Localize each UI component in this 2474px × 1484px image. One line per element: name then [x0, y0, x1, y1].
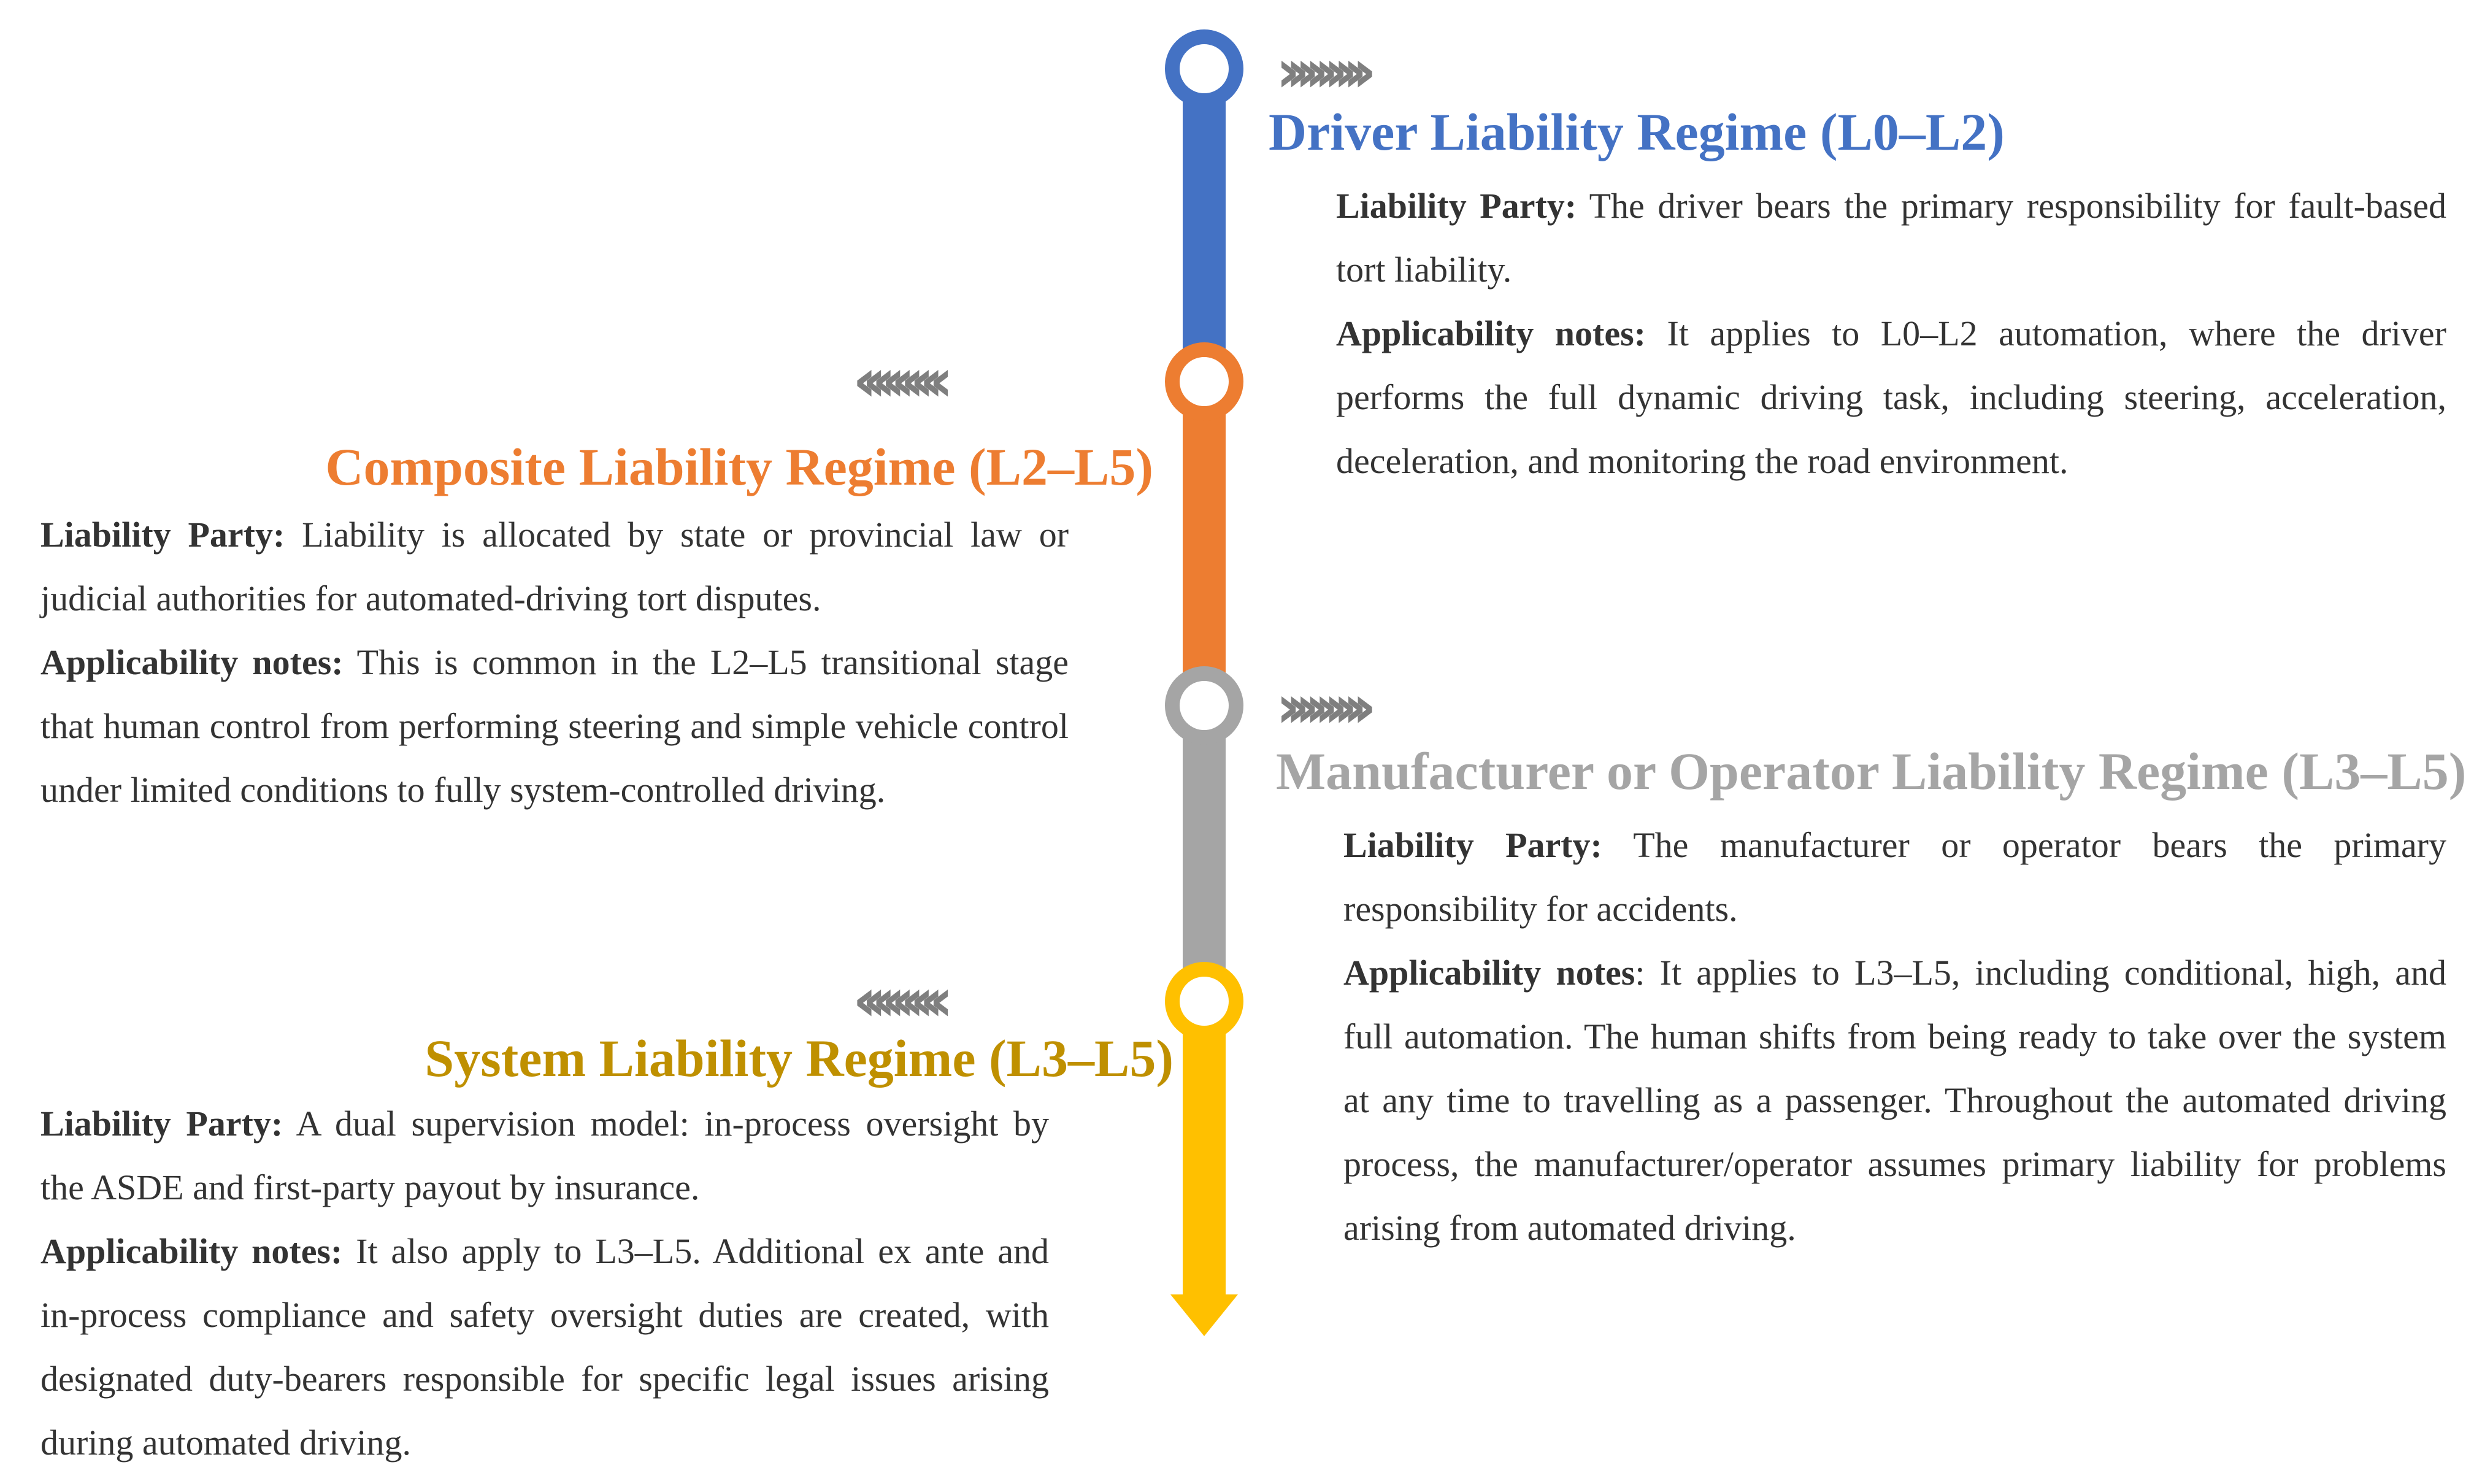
system-regime-title: System Liability Regime (L3–L5) [424, 1029, 1174, 1088]
timeline-node-driver [1172, 37, 1236, 101]
liability-party-text: The driver bears the primary responsibility for fault-based tort liability. [1336, 186, 2447, 290]
chevron-right-decoration: ››››››››› [1276, 37, 1362, 106]
system-regime-description [40, 1092, 1049, 1475]
applicability-notes-label: Applicability notes: [40, 642, 344, 682]
applicability-notes-label: Applicability notes: [1336, 313, 1646, 353]
timeline-arrowhead [1170, 1294, 1238, 1336]
chevron-right-decoration: ››››››››› [1276, 672, 1362, 741]
composite-regime-title: Composite Liability Regime (L2–L5) [325, 437, 1153, 496]
applicability-notes-text: It also apply to L3–L5. Additional ex ante and in-process compliance and safety oversight duties are created, with designated duty-bearers responsible for specific legal issues arising during automated driving. [40, 1231, 1049, 1463]
timeline-segment-driver [1183, 69, 1226, 382]
liability-party-text: A dual supervision model: in-process oversight by the ASDE and first-party payout by insurance. [40, 1104, 1049, 1207]
timeline-node-system [1172, 969, 1236, 1033]
liability-party-text: Liability is allocated by state or provincial law or judicial authorities for automated-driving tort disputes. [40, 515, 1069, 618]
timeline-node-manufacturer [1172, 674, 1236, 737]
liability-party-label: Liability Party: [1336, 186, 1577, 226]
chevron-left-decoration: ‹‹‹‹‹‹‹‹‹ [853, 346, 939, 415]
applicability-notes-text: It applies to L0–L2 automation, where the driver performs the full dynamic driving task, including steering, acceleration, deceleration, and monitoring the road environment. [1336, 313, 2446, 481]
liability-party-label: Liability Party: [40, 1104, 283, 1144]
composite-regime-description [40, 503, 1069, 822]
driver-regime-title: Driver Liability Regime (L0–L2) [1269, 102, 2005, 161]
applicability-notes-text: This is common in the L2–L5 transitional stage that human control from performing steering and simple vehicle control under limited conditions to fully system-controlled driving. [40, 642, 1069, 810]
manufacturer-regime-title: Manufacturer or Operator Liability Regime (L3–L5) [1276, 742, 2467, 801]
applicability-notes-label: Applicability notes: [40, 1231, 343, 1271]
timeline-segment-system [1183, 1001, 1226, 1297]
timeline-node-composite [1172, 350, 1236, 413]
driver-regime-description [1336, 174, 2446, 493]
liability-party-label: Liability Party: [1343, 825, 1602, 865]
timeline-segment-composite [1183, 382, 1226, 705]
liability-party-text: The manufacturer or operator bears the primary responsibility for accidents. [1343, 825, 2446, 929]
applicability-notes-text: : It applies to L3–L5, including conditional, high, and full automation. The human shifts from being ready to take over the system at any time to travelling as a passenger. Throughout the automated driving process, the manufacturer/operator assumes primary liability for problems arising from automated driving. [1343, 953, 2447, 1248]
manufacturer-regime-description [1343, 813, 2446, 1260]
chevron-left-decoration: ‹‹‹‹‹‹‹‹‹ [853, 966, 939, 1034]
applicability-notes-label: Applicability notes [1343, 953, 1635, 993]
liability-party-label: Liability Party: [40, 515, 285, 555]
timeline-segment-manufacturer [1183, 705, 1226, 1001]
